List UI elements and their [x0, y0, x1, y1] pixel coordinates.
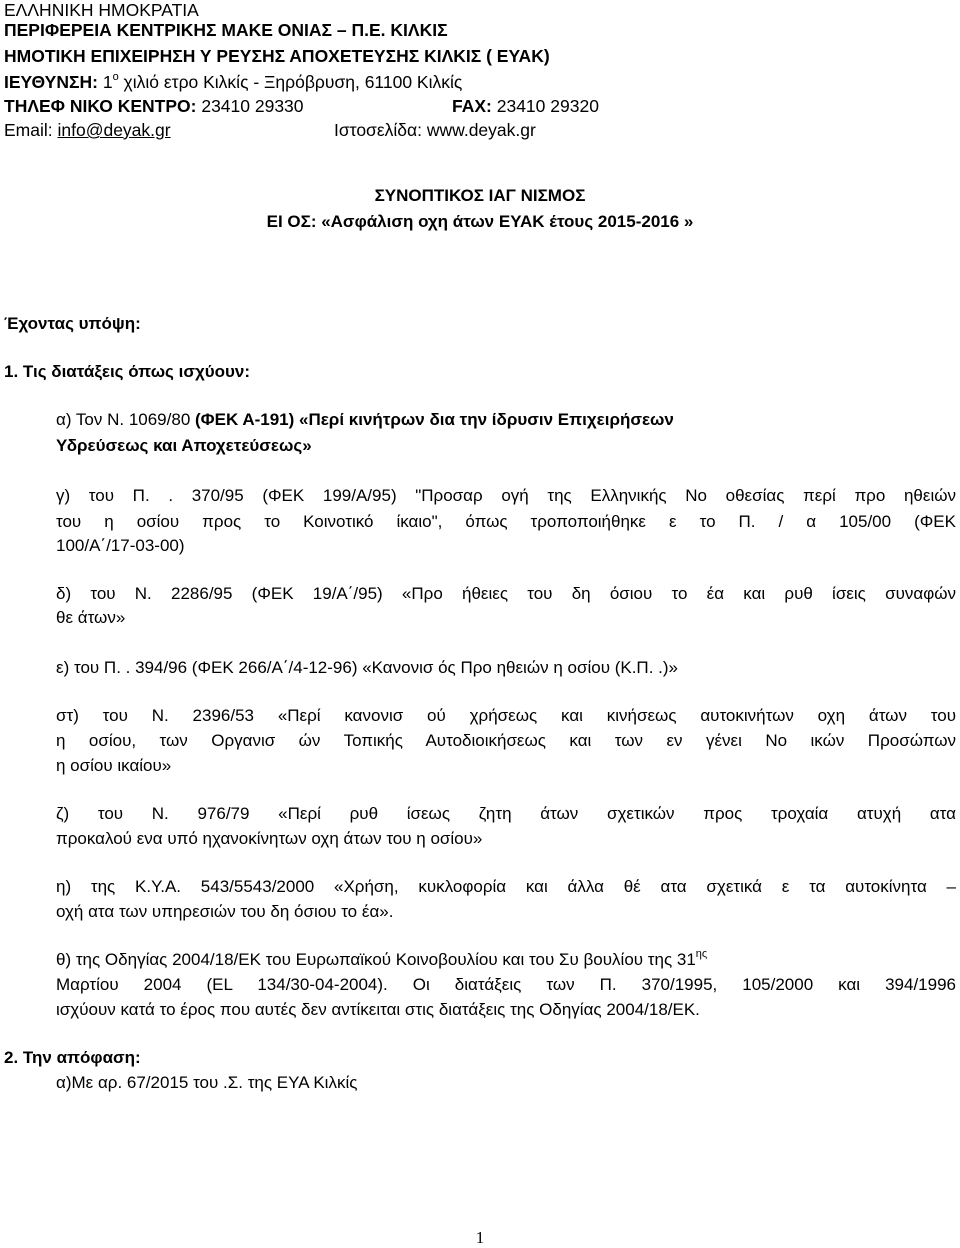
having-in-mind-heading: Έχοντας υπόψη: — [4, 314, 141, 333]
clause-z-line-1: ζ) του Ν. 976/79 «Περί ρυθ ίσεως ζητη άτων σχετικών προς τροχαία ατυχή ατα — [56, 804, 956, 823]
clause-z-line-2: προκαλού ενα υπό ηχανοκίνητων οχη άτων του η οσίου» — [56, 829, 483, 848]
fax-label: FAX: — [452, 96, 492, 116]
clause-h-line-2: οχή ατα των υπηρεσιών του δη όσιου το έα». — [56, 902, 394, 921]
website-link[interactable]: www.deyak.gr — [426, 120, 536, 140]
page-number: 1 — [475, 1228, 485, 1247]
phone-number: 23410 29330 — [196, 96, 304, 116]
section-2-heading: 2. Την απόφαση: — [4, 1048, 141, 1067]
header-fax — [452, 96, 599, 116]
clause-g-line-3: 100/Α΄/17-03-00) — [56, 536, 185, 555]
clause-d-line-2: θε άτων» — [56, 608, 126, 627]
header-phone — [4, 96, 304, 116]
clause-th-line-2: Μαρτίου 2004 (EL 134/30-04-2004). Οι διατάξεις των Π. 370/1995, 105/2000 και 394/1996 — [56, 975, 956, 994]
header-website — [334, 120, 536, 140]
document-title: ΣΥΝΟΠΤΙΚΟΣ ΙΑΓ ΝΙΣΜΟΣ — [374, 186, 586, 205]
section-2-item-a: α)Με αρ. 67/2015 του .Σ. της ΕΥΑ Κιλκίς — [56, 1073, 358, 1092]
clause-th-line-1: θ) της Οδηγίας 2004/18/ΕΚ του Ευρωπαϊκού Κοινοβουλίου και του Συ βουλίου της $31^{\eta\varsigma}$ — [56, 948, 708, 969]
clause-a-line-1: α) Τον Ν. 1069/80 (ΦΕΚ Α-191) «Περί κινήτρων δια την ίδρυσιν Επιχειρήσεων — [56, 410, 674, 429]
phone-label: ΤΗΛΕΦ ΝΙΚΟ ΚΕΝΤΡΟ: — [4, 96, 197, 116]
email-link[interactable]: info@deyak.gr — [57, 120, 171, 140]
clause-a-line-2: Υδρεύσεως και Αποχετεύσεως» — [56, 436, 312, 455]
section-1-heading: 1. Τις διατάξεις όπως ισχύουν: — [4, 362, 251, 381]
clause-st-line-1: στ) του Ν. 2396/53 «Περί κανονισ ού χρήσεως και κινήσεως αυτοκινήτων οχη άτων του — [56, 706, 956, 725]
clause-g-line-2: του η οσίου προς το Κοινοτικό ίκαιο", όπως τροποποιήθηκε ε το Π. / α 105/00 (ΦΕΚ — [56, 512, 956, 531]
clause-d-line-1: δ) του Ν. 2286/95 (ΦΕΚ 19/Α΄/95) «Προ ήθειες του δη όσιου το έα και ρυθ ίσεις συναφών — [56, 584, 956, 603]
document-subject: ΕΙ ΟΣ: «Ασφάλιση οχη άτων ΕΥΑΚ έτους 2015-2016 » — [266, 212, 694, 231]
header-region: ΠΕΡΙΦΕΡΕΙΑ ΚΕΝΤΡΙΚΗΣ ΜΑΚΕ ΟΝΙΑΣ – Π.Ε. ΚΙΛΚΙΣ — [4, 20, 448, 40]
clause-h-line-1: η) της Κ.Υ.Α. 543/5543/2000 «Χρήση, κυκλοφορία και άλλα θέ ατα σχετικά ε τα αυτοκίνητα – — [56, 877, 956, 896]
fax-number: 23410 29320 — [491, 96, 599, 116]
email-label: Email: — [4, 120, 58, 140]
header-country: ΕΛΛΗΝΙΚΗ ΗΜΟΚΡΑΤΙΑ — [4, 0, 199, 20]
clause-g-line-1: γ) του Π. . 370/95 (ΦΕΚ 199/Α/95) "Προσαρ ογή της Ελληνικής Νο οθεσίας περί προ ηθειών — [56, 486, 956, 505]
header-email — [4, 120, 171, 140]
clause-st-line-3: η οσίου ικαίου» — [56, 756, 172, 775]
header-organization: ΗΜΟΤΙΚΗ ΕΠΙΧΕΙΡΗΣΗ Υ ΡΕΥΣΗΣ ΑΠΟΧΕΤΕΥΣΗΣ ΚΙΛΚΙΣ ( ΕΥΑΚ) — [4, 46, 550, 66]
clause-st-line-2: η οσίου, των Οργανισ ών Τοπικής Αυτοδιοικήσεως και των εν γένει Νο ικών Προσώπων — [56, 731, 956, 750]
clause-th-line-3: ισχύουν κατά το έρος που αυτές δεν αντίκειται στις διατάξεις της Οδηγίας 2004/18/ΕΚ. — [56, 1000, 700, 1019]
website-label: Ιστοσελίδα: — [334, 120, 427, 140]
header-address: ΙΕΥΘΥΝΣΗ: $1^o$ χιλιό ετρο Κιλκίς - Ξηρόβρυση, 61100 Κιλκίς — [4, 71, 463, 92]
address-label: ΙΕΥΘΥΝΣΗ: — [4, 72, 98, 92]
clause-e-line-1: ε) του Π. . 394/96 (ΦΕΚ 266/Α΄/4-12-96) «Κανονισ ός Προ ηθειών η οσίου (Κ.Π. .)» — [56, 658, 678, 677]
